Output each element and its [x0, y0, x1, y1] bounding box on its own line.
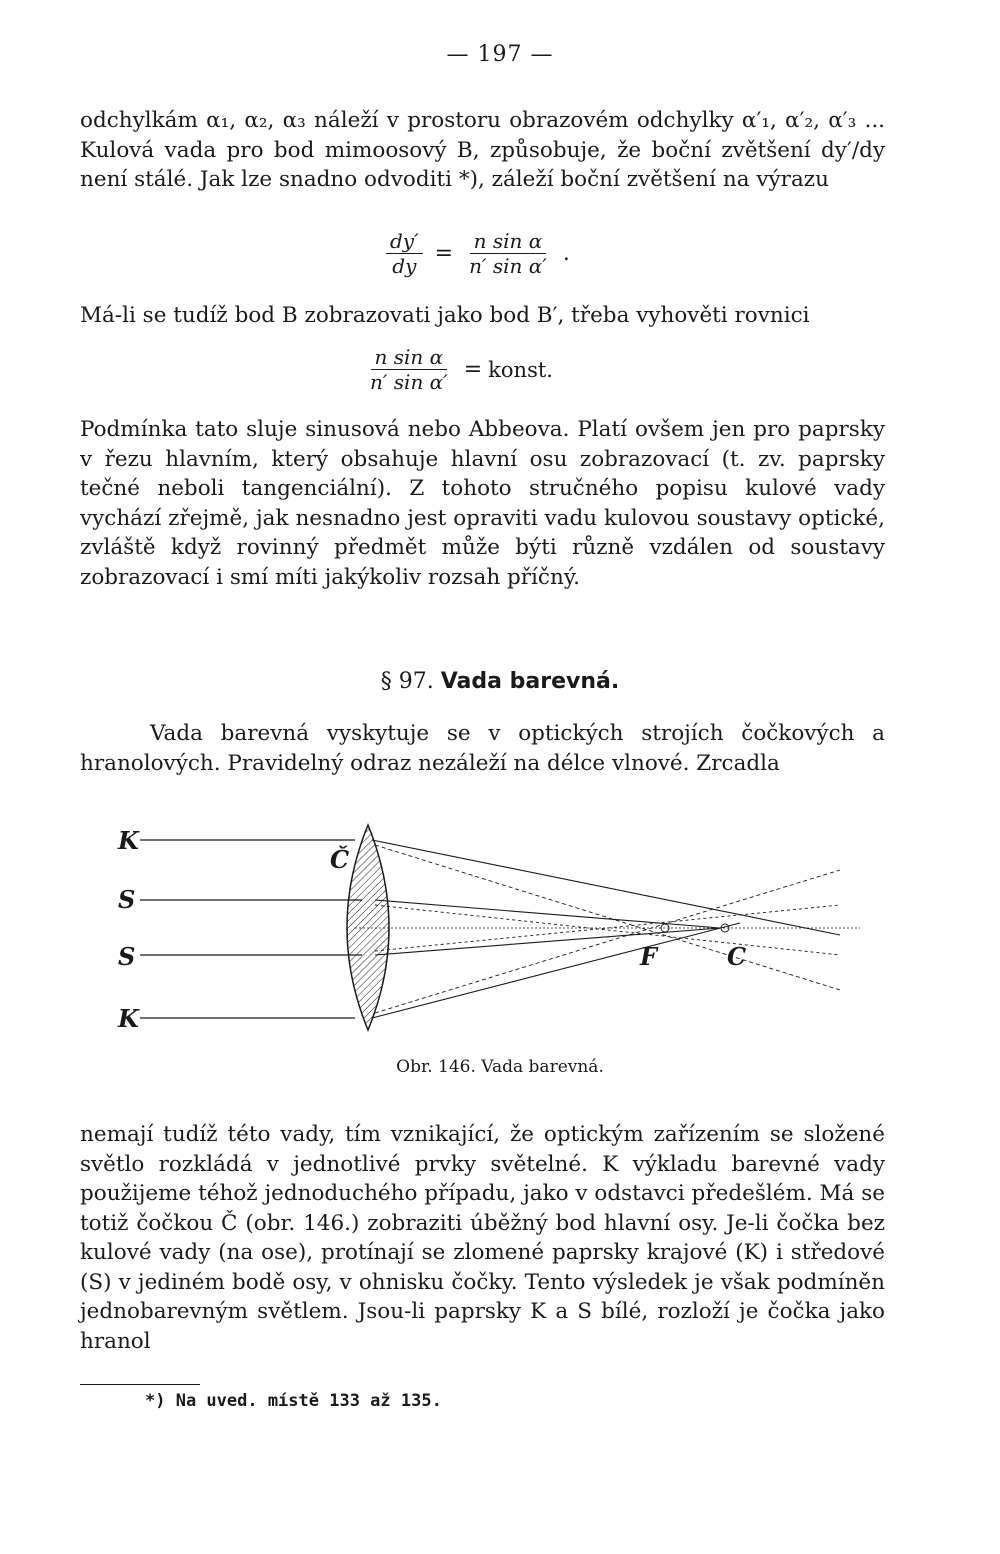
paragraph-3-text: Vada barevná vyskytuje se v optických strojích čočkových a hranolových. Pravidelný odraz nezáleží na délce vlnové. Zrcadla — [80, 721, 885, 776]
refracted-k-bottom — [372, 923, 740, 1018]
label-s-lower: S — [118, 942, 136, 971]
page-number: — 197 — — [446, 42, 554, 67]
paragraph-1 — [80, 106, 885, 195]
paragraph-2-text: Podmínka tato sluje sinusová nebo Abbeova. Platí ovšem jen pro paprsky v řezu hlavním, který obsahuje hlavní osu zobrazovací (t. zv. paprsky tečné neboli tangenciální). Z tohoto stručného popisu kulové vady vychází zřejmě, jak nesnadno jest opraviti vadu kulovou soustavy optické, zvláště když rovinný předmět může býti různě vzdálen od soustavy zobrazovací i smí míti jakýkoliv rozsah příčný. — [80, 417, 885, 590]
lens-diagram — [100, 815, 900, 1045]
equals-sign: = — [463, 357, 483, 382]
label-k-top: K — [118, 826, 139, 855]
footnote: *) Na uved. místě 133 až 135. — [145, 1391, 442, 1411]
refracted-k-top — [372, 840, 840, 935]
formula-lateral-magnification — [380, 230, 576, 277]
fraction-numerator: n sin α — [371, 346, 448, 370]
constant-label: konst. — [488, 357, 553, 382]
period: . — [562, 241, 570, 266]
dispersed-ray-3 — [375, 905, 840, 955]
paragraph-4-text: nemají tudíž této vady, tím vznikající, že optickým zařízením se složené světlo rozkládá v jednotlivé prvky světelné. K výkladu barevné vady použijeme téhož jednoduchého případu, jako v odstavci předešlém. Má se totiž čočkou Č (obr. 146.) zobraziti úběžný bod hlavní osy. Je-li čočka bez kulové vady (na ose), protínají se zlomené paprsky krajové (K) i středové (S) v jediném bodě osy, v ohnisku čočky. Tento výsledek je však podmíněn jednobarevným světlem. Jsou-li paprsky K a S bílé, rozloží je čočka jako hranol — [80, 1122, 885, 1354]
paragraph-3 — [80, 719, 885, 778]
fraction-denominator: n′ sin α′ — [469, 254, 547, 278]
paragraph-4 — [80, 1120, 885, 1356]
footnote-rule — [80, 1384, 200, 1385]
refracted-s-upper — [375, 900, 720, 928]
figure-caption: Obr. 146. Vada barevná. — [396, 1057, 604, 1077]
lens-shape — [347, 825, 389, 1030]
fraction-sine — [465, 230, 551, 277]
formula-sine-condition — [360, 346, 553, 393]
section-number: § 97. — [380, 669, 434, 694]
label-lens: Č — [330, 845, 350, 874]
figure-chromatic-aberration — [100, 815, 900, 1045]
fraction-denominator: dy — [392, 254, 417, 278]
section-heading — [0, 669, 1000, 694]
fraction-denominator: n′ sin α′ — [370, 370, 448, 394]
fraction-dy — [386, 230, 423, 277]
section-title: Vada barevná. — [440, 669, 620, 694]
dispersed-ray-1 — [375, 845, 840, 990]
paragraph-2 — [80, 415, 885, 592]
fraction-sine-ratio — [366, 346, 452, 393]
fraction-numerator: n sin α — [470, 230, 547, 254]
fraction-numerator: dy′ — [386, 230, 423, 254]
dispersed-ray-2 — [375, 870, 840, 1013]
equals-sign: = — [434, 241, 454, 266]
label-f: F — [640, 942, 658, 971]
paragraph-mid: Má-li se tudíž bod B zobrazovati jako bod B′, třeba vyhověti rovnici — [80, 303, 810, 328]
label-s-upper: S — [118, 885, 136, 914]
label-c: C — [727, 942, 747, 971]
label-k-bottom: K — [118, 1004, 139, 1033]
paragraph-1-text: odchylkám α₁, α₂, α₃ náleží v prostoru obrazovém odchylky α′₁, α′₂, α′₃ ... Kulová vada pro bod mimoosový B, způsobuje, že boční zvětšení dy′/dy není stálé. Jak lze snadno odvoditi *), záleží boční zvětšení na výrazu — [80, 108, 885, 192]
